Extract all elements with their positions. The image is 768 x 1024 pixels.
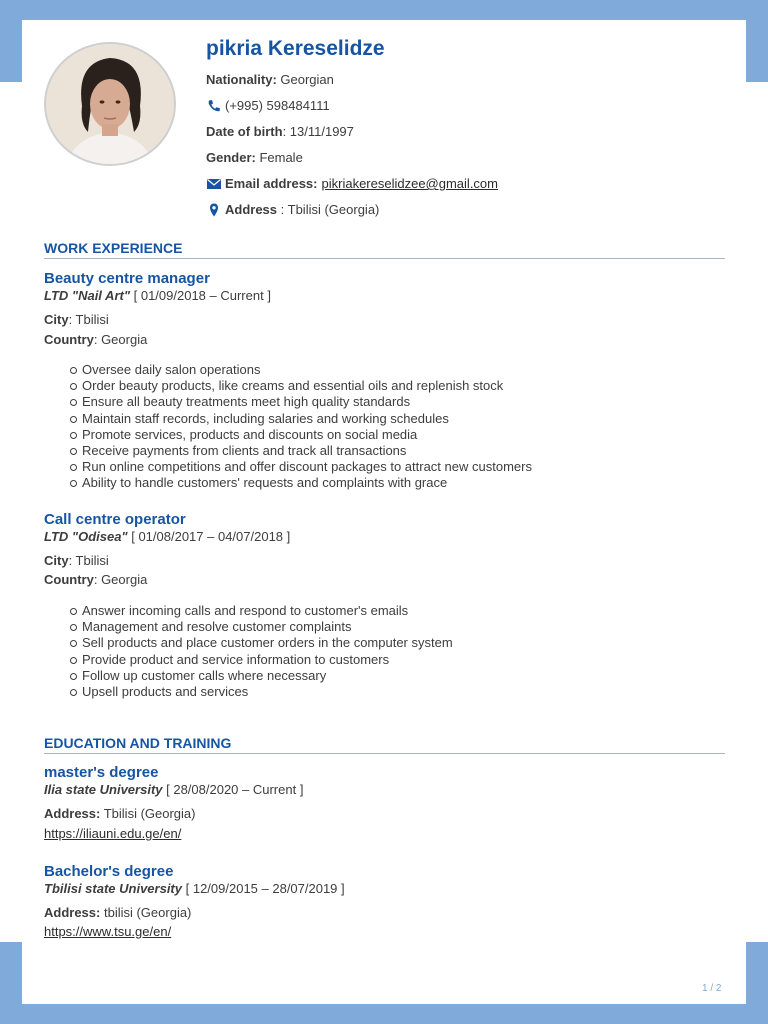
employer-line [44, 529, 290, 544]
gender-row [206, 150, 303, 165]
location-pin-icon [206, 203, 222, 217]
duty-item: Management and resolve customer complaints [70, 619, 453, 635]
duty-item: Ability to handle customers' requests and complaints with grace [70, 475, 532, 491]
institution-name: Ilia state University [44, 782, 163, 797]
duty-item: Promote services, products and discounts on social media [70, 427, 532, 443]
duty-item: Receive payments from clients and track all transactions [70, 443, 532, 459]
duty-item: Oversee daily salon operations [70, 362, 532, 378]
duty-item: Upsell products and services [70, 684, 453, 700]
duty-item: Provide product and service information to customers [70, 652, 453, 668]
duties-list [70, 603, 453, 700]
gender-value: Female [255, 150, 303, 165]
envelope-icon [206, 177, 222, 191]
address-value: : Tbilisi (Georgia) [277, 202, 380, 217]
city-row [44, 312, 109, 327]
education-dates: [ 28/08/2020 – Current ] [162, 782, 304, 797]
duty-item: Run online competitions and offer discount packages to attract new customers [70, 459, 532, 475]
employer-name: LTD "Nail Art" [44, 288, 130, 303]
dob-label: Date of birth [206, 124, 283, 139]
city-row [44, 553, 109, 568]
university-link[interactable]: https://www.tsu.ge/en/ [44, 924, 172, 939]
cv-page [22, 20, 746, 1004]
email-row [206, 176, 498, 191]
city-label: City [44, 553, 69, 568]
employer-line [44, 288, 271, 303]
country-row [44, 572, 147, 587]
portrait-image [46, 44, 174, 164]
education-address-row [44, 806, 195, 821]
address-label: Address [225, 202, 278, 217]
university-link[interactable]: https://iliauni.edu.ge/en/ [44, 826, 182, 841]
degree-title: Bachelor's degree [44, 863, 174, 880]
education-link-row [44, 924, 171, 939]
city-value: : Tbilisi [68, 553, 109, 568]
dob-row [206, 124, 354, 139]
institution-line [44, 782, 303, 797]
gender-label: Gender: [206, 150, 256, 165]
duty-item: Answer incoming calls and respond to customer's emails [70, 603, 453, 619]
phone-number: (+995) 598484111 [225, 98, 330, 113]
address-row [206, 202, 379, 217]
duty-item: Sell products and place customer orders in the computer system [70, 635, 453, 651]
nationality-row [206, 72, 334, 87]
job-title: Beauty centre manager [44, 270, 210, 287]
education-address-row [44, 905, 191, 920]
duty-item: Ensure all beauty treatments meet high quality standards [70, 394, 532, 410]
nationality-value: Georgian [276, 72, 334, 87]
country-value: : Georgia [93, 332, 148, 347]
institution-line [44, 881, 345, 896]
duty-item: Order beauty products, like creams and essential oils and replenish stock [70, 378, 532, 394]
phone-icon [206, 99, 222, 113]
phone-row [206, 98, 330, 113]
duties-list [70, 362, 532, 492]
email-label: Email address: [225, 176, 318, 191]
country-row [44, 332, 147, 347]
duty-item: Follow up customer calls where necessary [70, 668, 453, 684]
education-address-label: Address: [44, 905, 101, 920]
employer-name: LTD "Odisea" [44, 529, 128, 544]
work-experience-heading: WORK EXPERIENCE [44, 240, 725, 259]
country-label: Country [44, 572, 94, 587]
country-value: : Georgia [93, 572, 148, 587]
education-address-value: tbilisi (Georgia) [100, 905, 192, 920]
country-label: Country [44, 332, 94, 347]
job-dates: [ 01/08/2017 – 04/07/2018 ] [127, 529, 291, 544]
email-link[interactable]: pikriakereselidzee@gmail.com [321, 176, 498, 191]
city-value: : Tbilisi [68, 312, 109, 327]
nationality-label: Nationality: [206, 72, 277, 87]
city-label: City [44, 312, 69, 327]
education-address-value: Tbilisi (Georgia) [100, 806, 196, 821]
education-link-row [44, 826, 181, 841]
candidate-name: pikria Kereselidze [206, 37, 385, 60]
job-dates: [ 01/09/2018 – Current ] [130, 288, 271, 303]
education-address-label: Address: [44, 806, 101, 821]
dob-value: : 13/11/1997 [282, 124, 354, 139]
education-dates: [ 12/09/2015 – 28/07/2019 ] [182, 881, 345, 896]
degree-title: master's degree [44, 764, 159, 781]
job-title: Call centre operator [44, 511, 186, 528]
institution-name: Tbilisi state University [44, 881, 182, 896]
education-heading: EDUCATION AND TRAINING [44, 735, 725, 754]
page-number: 1 / 2 [702, 983, 722, 994]
duty-item: Maintain staff records, including salaries and working schedules [70, 411, 532, 427]
profile-photo [44, 42, 176, 166]
